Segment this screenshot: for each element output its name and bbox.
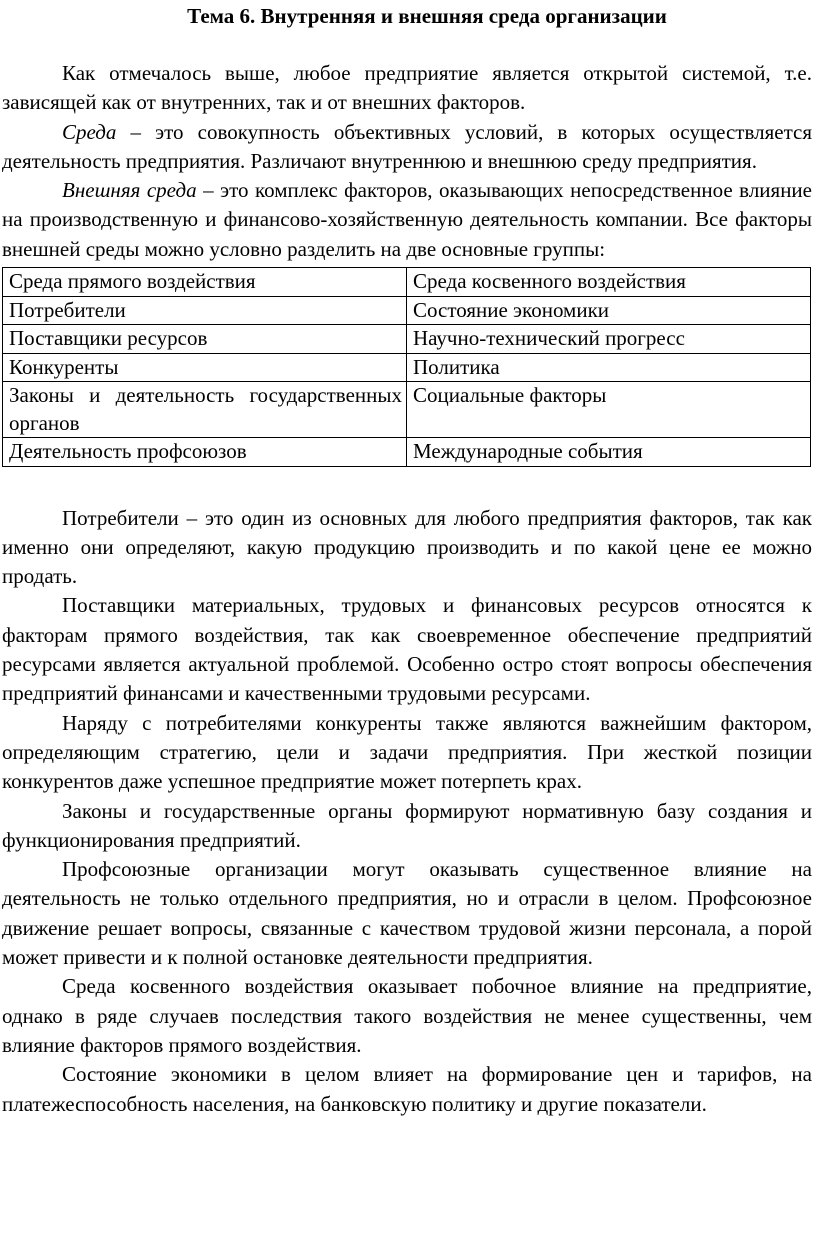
suppliers-paragraph: Поставщики материальных, трудовых и финансовых ресурсов относятся к факторам прямого воздействия, так как своевременное обеспечение предприятий ресурсами является актуальной проблемой. Особенно остро стоят вопросы обеспечения предприятий финансами и качественными трудовыми ресурсами. — [2, 593, 812, 706]
table-row — [3, 325, 811, 354]
table-cell-direct: Законы и деятельность государственных органов — [3, 382, 407, 438]
indirect-environment-paragraph: Среда косвенного воздействия оказывает побочное влияние на предприятие, однако в ряде случаев последствия такого воздействия не менее существенны, чем влияние факторов прямого воздействия. — [2, 974, 812, 1057]
table-cell-direct: Деятельность профсоюзов — [3, 438, 407, 467]
trade-unions-paragraph: Профсоюзные организации могут оказывать существенное влияние на деятельность не только отдельного предприятия, но и отрасли в целом. Профсоюзное движение решает вопросы, связанные с качеством трудовой жизни персонала, а порой может привести и к полной остановке деятельности предприятия. — [2, 857, 812, 970]
economy-state-paragraph: Состояние экономики в целом влияет на формирование цен и тарифов, на платежеспособность населения, на банковскую политику и другие показатели. — [2, 1062, 812, 1116]
table-row — [3, 382, 811, 438]
environment-factors-table — [2, 267, 811, 467]
table-cell-direct: Поставщики ресурсов — [3, 325, 407, 354]
competitors-paragraph: Наряду с потребителями конкуренты также являются важнейшим фактором, определяющим стратегию, цели и задачи предприятия. При жесткой позиции конкурентов даже успешное предприятие может потерпеть крах. — [2, 710, 812, 794]
table-cell-indirect: Состояние экономики — [407, 296, 811, 325]
table-cell-direct: Потребители — [3, 296, 407, 325]
table-cell-indirect: Социальные факторы — [407, 382, 811, 438]
consumers-paragraph: Потребители – это один из основных для любого предприятия факторов, так как именно они определяют, какую продукцию производить и по какой цене ее можно продать. — [2, 505, 812, 589]
table-cell-indirect: Международные события — [407, 438, 811, 467]
table-header-indirect: Среда косвенного воздействия — [407, 268, 811, 297]
external-environment-definition-text: – это комплекс факторов, оказывающих непосредственное влияние на производственную и финансово-хозяйственную деятельность компании. Все факторы внешней среды можно условно разделить на две основные группы: — [2, 178, 812, 261]
environment-definition-paragraph — [2, 118, 812, 177]
external-environment-term: Внешняя среда — [62, 178, 197, 203]
page-title: Тема 6. Внутренняя и внешняя среда организации — [187, 4, 667, 28]
table-cell-direct: Конкуренты — [3, 353, 407, 382]
environment-term: Среда — [62, 119, 117, 144]
table-header-direct: Среда прямого воздействия — [3, 268, 407, 297]
table-header-row — [3, 268, 811, 297]
table-row — [3, 438, 811, 467]
external-environment-definition-paragraph — [2, 176, 812, 264]
table-row — [3, 296, 811, 325]
table-row — [3, 353, 811, 382]
laws-paragraph: Законы и государственные органы формируют нормативную базу создания и функционирования предприятий. — [2, 798, 812, 852]
table-cell-indirect: Научно-технический прогресс — [407, 325, 811, 354]
document-page — [2, 0, 812, 1119]
environment-definition-text: – это совокупность объективных условий, в которых осуществляется деятельность предприятия. Различают внутреннюю и внешнюю среду предприятия. — [2, 119, 812, 173]
intro-paragraph: Как отмечалось выше, любое предприятие является открытой системой, т.е. зависящей как от внутренних, так и от внешних факторов. — [2, 61, 812, 115]
table-cell-indirect: Политика — [407, 353, 811, 382]
